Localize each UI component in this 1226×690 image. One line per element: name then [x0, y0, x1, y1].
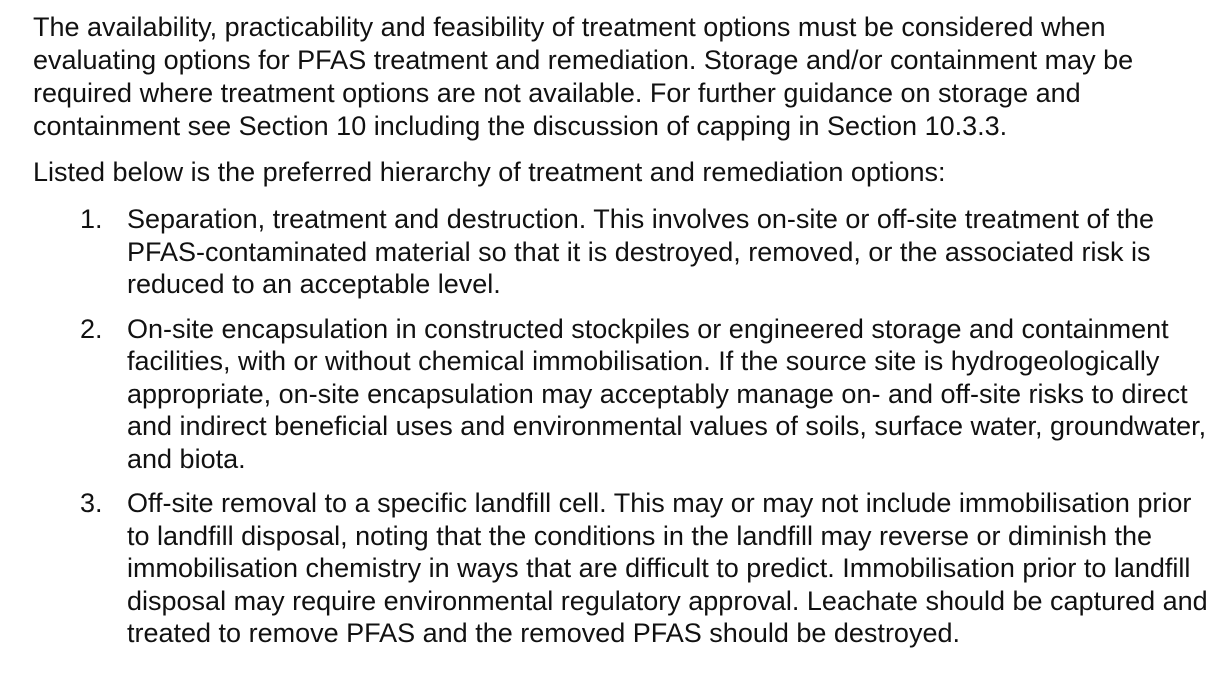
list-item-number: 3.: [80, 488, 103, 518]
list-item-text: Off-site removal to a specific landfill cell. This may or may not include immobilisation prior to landfill disposal, noting that the conditions in the landfill may reverse or diminish the immobilisation chemistry in ways that are difficult to predict. Immobilisation prior to landfill disposal may require environmental regulatory approval. Leachate should be captured and treated to remove PFAS and the removed PFAS should be destroyed.: [127, 488, 1208, 648]
intro-paragraph: The availability, practicability and feasibility of treatment options must be considered when evaluating options for PFAS treatment and remediation. Storage and/or containment may be required where treatment options are not available. For further guidance on storage and containment see Section 10 including the discussion of capping in Section 10.3.3.: [33, 12, 1134, 141]
list-item-text: Separation, treatment and destruction. This involves on-site or off-site treatment of the PFAS-contaminated material so that it is destroyed, removed, or the associated risk is reduced to an acceptable level.: [127, 204, 1155, 299]
list-item: [33, 487, 1213, 650]
list-item: [33, 203, 1213, 301]
remediation-hierarchy-list: [33, 203, 1213, 650]
list-lead-paragraph: Listed below is the preferred hierarchy of treatment and remediation options:: [33, 157, 946, 187]
list-item-number: 1.: [80, 204, 103, 234]
list-item-text: On-site encapsulation in constructed stockpiles or engineered storage and containment facilities, with or without chemical immobilisation. If the source site is hydrogeologically appropriate, on-site encapsulation may acceptably manage on- and off-site risks to direct and indirect beneficial uses and environmental values of soils, surface water, groundwater, and biota.: [127, 313, 1207, 474]
list-item-number: 2.: [80, 313, 103, 344]
list-item: [33, 313, 1213, 476]
document-page: [33, 11, 1213, 662]
